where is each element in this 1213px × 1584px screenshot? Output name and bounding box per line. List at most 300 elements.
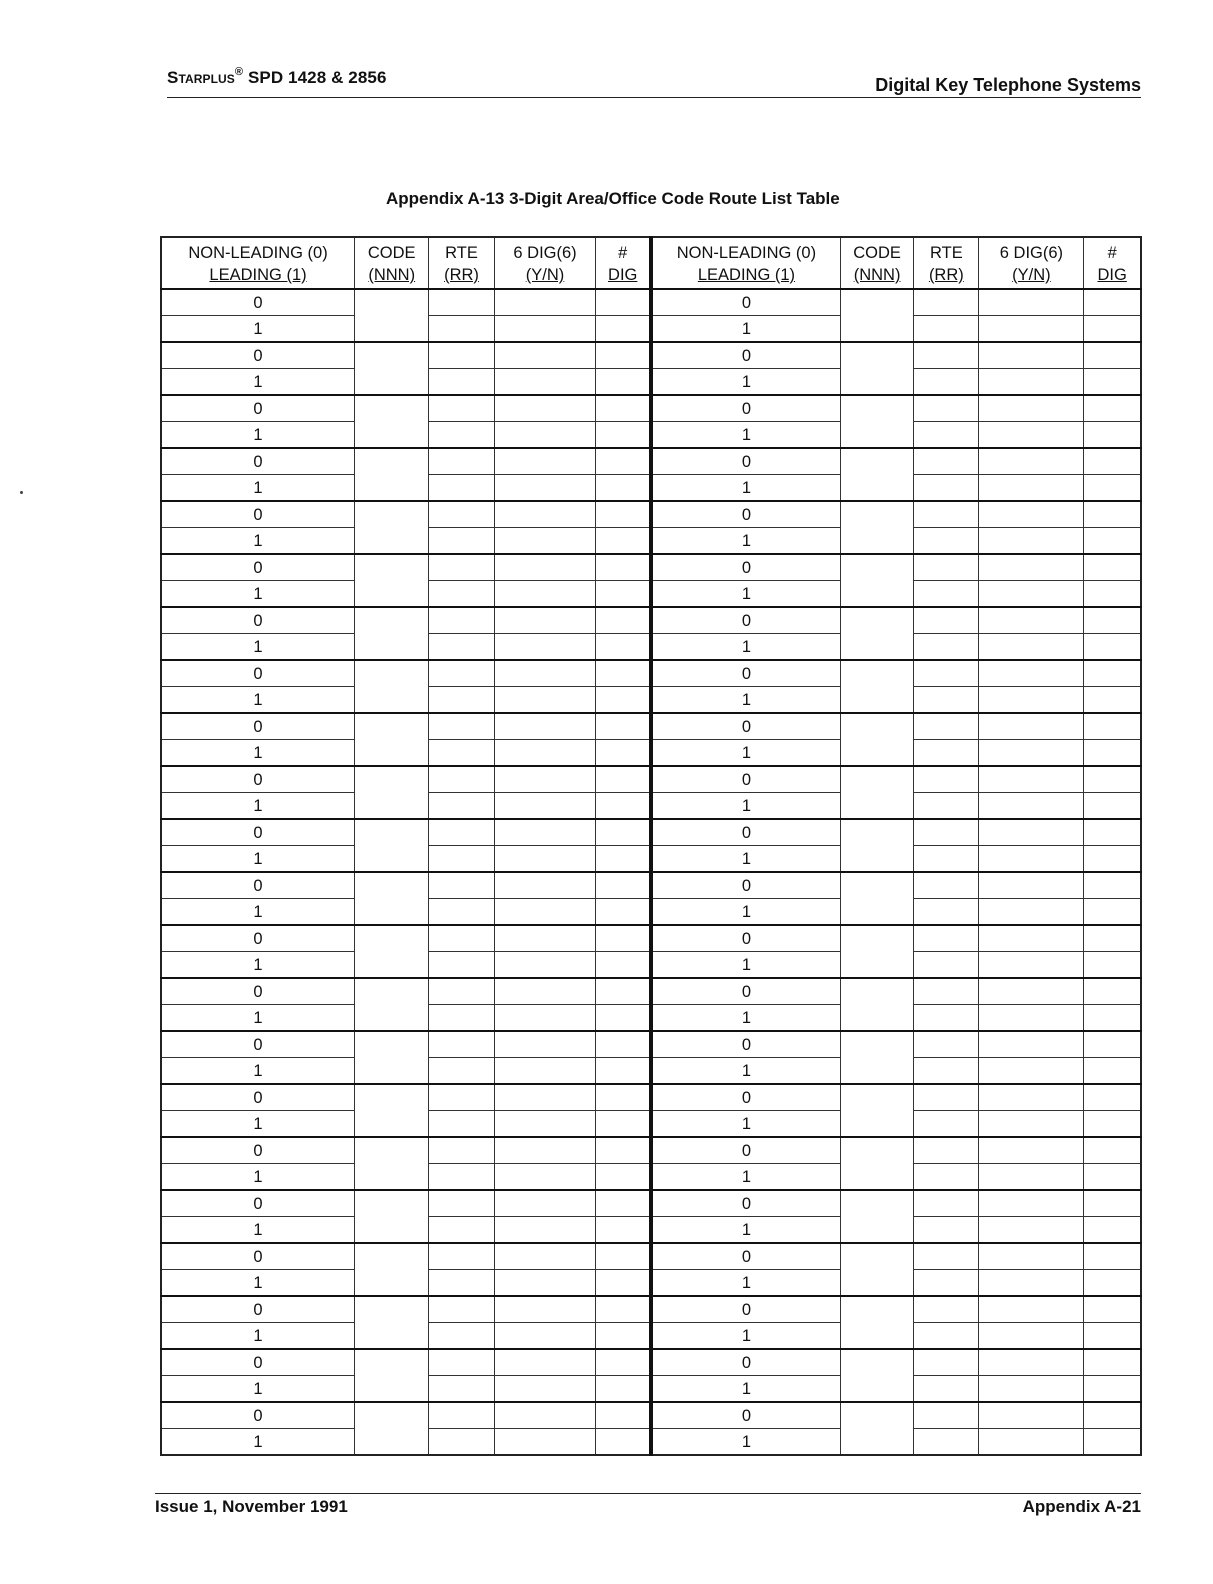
rte-entry-cell[interactable] xyxy=(914,607,979,634)
digit-count-entry-cell[interactable] xyxy=(596,846,651,873)
code-entry-cell[interactable] xyxy=(840,872,913,925)
six-digit-entry-cell[interactable] xyxy=(494,1323,596,1350)
six-digit-entry-cell[interactable] xyxy=(494,1349,596,1376)
digit-count-entry-cell[interactable] xyxy=(1084,528,1141,555)
digit-count-entry-cell[interactable] xyxy=(596,1190,651,1217)
digit-count-entry-cell[interactable] xyxy=(596,1429,651,1456)
code-entry-cell[interactable] xyxy=(840,1137,913,1190)
six-digit-entry-cell[interactable] xyxy=(494,448,596,475)
digit-count-entry-cell[interactable] xyxy=(596,1164,651,1191)
digit-count-entry-cell[interactable] xyxy=(596,1084,651,1111)
code-entry-cell[interactable] xyxy=(355,766,429,819)
six-digit-entry-cell[interactable] xyxy=(979,475,1084,502)
rte-entry-cell[interactable] xyxy=(429,1270,494,1297)
six-digit-entry-cell[interactable] xyxy=(979,713,1084,740)
six-digit-entry-cell[interactable] xyxy=(494,1058,596,1085)
code-entry-cell[interactable] xyxy=(355,1243,429,1296)
digit-count-entry-cell[interactable] xyxy=(596,713,651,740)
rte-entry-cell[interactable] xyxy=(914,1270,979,1297)
rte-entry-cell[interactable] xyxy=(429,1349,494,1376)
six-digit-entry-cell[interactable] xyxy=(494,899,596,926)
six-digit-entry-cell[interactable] xyxy=(979,1217,1084,1244)
digit-count-entry-cell[interactable] xyxy=(1084,1111,1141,1138)
code-entry-cell[interactable] xyxy=(840,925,913,978)
digit-count-entry-cell[interactable] xyxy=(596,793,651,820)
code-entry-cell[interactable] xyxy=(355,819,429,872)
code-entry-cell[interactable] xyxy=(355,342,429,395)
six-digit-entry-cell[interactable] xyxy=(979,687,1084,714)
six-digit-entry-cell[interactable] xyxy=(979,1111,1084,1138)
six-digit-entry-cell[interactable] xyxy=(979,1323,1084,1350)
digit-count-entry-cell[interactable] xyxy=(596,634,651,661)
rte-entry-cell[interactable] xyxy=(914,1402,979,1429)
rte-entry-cell[interactable] xyxy=(914,1323,979,1350)
six-digit-entry-cell[interactable] xyxy=(494,1137,596,1164)
digit-count-entry-cell[interactable] xyxy=(596,1031,651,1058)
rte-entry-cell[interactable] xyxy=(914,554,979,581)
six-digit-entry-cell[interactable] xyxy=(494,1084,596,1111)
code-entry-cell[interactable] xyxy=(840,1349,913,1402)
rte-entry-cell[interactable] xyxy=(914,1243,979,1270)
digit-count-entry-cell[interactable] xyxy=(1084,978,1141,1005)
digit-count-entry-cell[interactable] xyxy=(596,528,651,555)
code-entry-cell[interactable] xyxy=(355,607,429,660)
rte-entry-cell[interactable] xyxy=(429,1217,494,1244)
six-digit-entry-cell[interactable] xyxy=(979,846,1084,873)
code-entry-cell[interactable] xyxy=(355,1402,429,1455)
digit-count-entry-cell[interactable] xyxy=(596,289,651,316)
digit-count-entry-cell[interactable] xyxy=(596,1137,651,1164)
digit-count-entry-cell[interactable] xyxy=(1084,740,1141,767)
rte-entry-cell[interactable] xyxy=(429,369,494,396)
digit-count-entry-cell[interactable] xyxy=(1084,1005,1141,1032)
rte-entry-cell[interactable] xyxy=(429,660,494,687)
rte-entry-cell[interactable] xyxy=(429,1376,494,1403)
rte-entry-cell[interactable] xyxy=(429,634,494,661)
code-entry-cell[interactable] xyxy=(840,1084,913,1137)
rte-entry-cell[interactable] xyxy=(914,501,979,528)
digit-count-entry-cell[interactable] xyxy=(1084,1429,1141,1456)
rte-entry-cell[interactable] xyxy=(914,978,979,1005)
digit-count-entry-cell[interactable] xyxy=(596,1323,651,1350)
digit-count-entry-cell[interactable] xyxy=(596,1402,651,1429)
six-digit-entry-cell[interactable] xyxy=(494,660,596,687)
rte-entry-cell[interactable] xyxy=(914,475,979,502)
rte-entry-cell[interactable] xyxy=(429,581,494,608)
rte-entry-cell[interactable] xyxy=(429,1323,494,1350)
code-entry-cell[interactable] xyxy=(355,1137,429,1190)
rte-entry-cell[interactable] xyxy=(429,819,494,846)
six-digit-entry-cell[interactable] xyxy=(494,475,596,502)
digit-count-entry-cell[interactable] xyxy=(596,1349,651,1376)
rte-entry-cell[interactable] xyxy=(914,1217,979,1244)
digit-count-entry-cell[interactable] xyxy=(1084,342,1141,369)
six-digit-entry-cell[interactable] xyxy=(494,395,596,422)
digit-count-entry-cell[interactable] xyxy=(1084,1190,1141,1217)
digit-count-entry-cell[interactable] xyxy=(1084,1296,1141,1323)
six-digit-entry-cell[interactable] xyxy=(979,607,1084,634)
rte-entry-cell[interactable] xyxy=(429,687,494,714)
six-digit-entry-cell[interactable] xyxy=(979,1296,1084,1323)
rte-entry-cell[interactable] xyxy=(914,1111,979,1138)
six-digit-entry-cell[interactable] xyxy=(979,872,1084,899)
digit-count-entry-cell[interactable] xyxy=(1084,634,1141,661)
rte-entry-cell[interactable] xyxy=(429,978,494,1005)
digit-count-entry-cell[interactable] xyxy=(1084,1058,1141,1085)
rte-entry-cell[interactable] xyxy=(914,1376,979,1403)
rte-entry-cell[interactable] xyxy=(914,793,979,820)
rte-entry-cell[interactable] xyxy=(429,316,494,343)
digit-count-entry-cell[interactable] xyxy=(1084,581,1141,608)
six-digit-entry-cell[interactable] xyxy=(979,634,1084,661)
six-digit-entry-cell[interactable] xyxy=(979,1164,1084,1191)
rte-entry-cell[interactable] xyxy=(914,528,979,555)
digit-count-entry-cell[interactable] xyxy=(1084,819,1141,846)
six-digit-entry-cell[interactable] xyxy=(494,1376,596,1403)
digit-count-entry-cell[interactable] xyxy=(596,1243,651,1270)
digit-count-entry-cell[interactable] xyxy=(596,316,651,343)
six-digit-entry-cell[interactable] xyxy=(979,342,1084,369)
digit-count-entry-cell[interactable] xyxy=(1084,713,1141,740)
digit-count-entry-cell[interactable] xyxy=(1084,1376,1141,1403)
digit-count-entry-cell[interactable] xyxy=(1084,952,1141,979)
digit-count-entry-cell[interactable] xyxy=(596,952,651,979)
rte-entry-cell[interactable] xyxy=(429,1084,494,1111)
six-digit-entry-cell[interactable] xyxy=(494,1296,596,1323)
digit-count-entry-cell[interactable] xyxy=(1084,501,1141,528)
code-entry-cell[interactable] xyxy=(355,1296,429,1349)
rte-entry-cell[interactable] xyxy=(429,289,494,316)
rte-entry-cell[interactable] xyxy=(429,342,494,369)
code-entry-cell[interactable] xyxy=(355,289,429,342)
code-entry-cell[interactable] xyxy=(840,713,913,766)
six-digit-entry-cell[interactable] xyxy=(979,1031,1084,1058)
digit-count-entry-cell[interactable] xyxy=(1084,1323,1141,1350)
rte-entry-cell[interactable] xyxy=(914,289,979,316)
six-digit-entry-cell[interactable] xyxy=(494,978,596,1005)
six-digit-entry-cell[interactable] xyxy=(494,581,596,608)
digit-count-entry-cell[interactable] xyxy=(1084,475,1141,502)
rte-entry-cell[interactable] xyxy=(914,369,979,396)
rte-entry-cell[interactable] xyxy=(429,1402,494,1429)
code-entry-cell[interactable] xyxy=(355,501,429,554)
six-digit-entry-cell[interactable] xyxy=(979,1270,1084,1297)
six-digit-entry-cell[interactable] xyxy=(494,1005,596,1032)
rte-entry-cell[interactable] xyxy=(914,952,979,979)
six-digit-entry-cell[interactable] xyxy=(494,528,596,555)
rte-entry-cell[interactable] xyxy=(429,1137,494,1164)
six-digit-entry-cell[interactable] xyxy=(494,289,596,316)
digit-count-entry-cell[interactable] xyxy=(596,1270,651,1297)
six-digit-entry-cell[interactable] xyxy=(494,1031,596,1058)
six-digit-entry-cell[interactable] xyxy=(979,1243,1084,1270)
code-entry-cell[interactable] xyxy=(355,660,429,713)
six-digit-entry-cell[interactable] xyxy=(494,1217,596,1244)
six-digit-entry-cell[interactable] xyxy=(494,740,596,767)
rte-entry-cell[interactable] xyxy=(429,766,494,793)
digit-count-entry-cell[interactable] xyxy=(596,554,651,581)
digit-count-entry-cell[interactable] xyxy=(596,501,651,528)
code-entry-cell[interactable] xyxy=(840,395,913,448)
code-entry-cell[interactable] xyxy=(840,554,913,607)
six-digit-entry-cell[interactable] xyxy=(979,528,1084,555)
digit-count-entry-cell[interactable] xyxy=(1084,554,1141,581)
code-entry-cell[interactable] xyxy=(840,1190,913,1243)
digit-count-entry-cell[interactable] xyxy=(1084,793,1141,820)
six-digit-entry-cell[interactable] xyxy=(494,342,596,369)
digit-count-entry-cell[interactable] xyxy=(1084,1164,1141,1191)
six-digit-entry-cell[interactable] xyxy=(494,713,596,740)
digit-count-entry-cell[interactable] xyxy=(596,1376,651,1403)
rte-entry-cell[interactable] xyxy=(429,1243,494,1270)
code-entry-cell[interactable] xyxy=(840,501,913,554)
six-digit-entry-cell[interactable] xyxy=(979,819,1084,846)
rte-entry-cell[interactable] xyxy=(429,899,494,926)
code-entry-cell[interactable] xyxy=(355,1349,429,1402)
six-digit-entry-cell[interactable] xyxy=(494,422,596,449)
six-digit-entry-cell[interactable] xyxy=(979,793,1084,820)
six-digit-entry-cell[interactable] xyxy=(979,1084,1084,1111)
six-digit-entry-cell[interactable] xyxy=(494,1270,596,1297)
rte-entry-cell[interactable] xyxy=(914,740,979,767)
rte-entry-cell[interactable] xyxy=(914,448,979,475)
six-digit-entry-cell[interactable] xyxy=(979,1429,1084,1456)
digit-count-entry-cell[interactable] xyxy=(1084,395,1141,422)
code-entry-cell[interactable] xyxy=(840,289,913,342)
digit-count-entry-cell[interactable] xyxy=(596,1296,651,1323)
rte-entry-cell[interactable] xyxy=(914,395,979,422)
code-entry-cell[interactable] xyxy=(840,342,913,395)
digit-count-entry-cell[interactable] xyxy=(596,1217,651,1244)
rte-entry-cell[interactable] xyxy=(914,1137,979,1164)
six-digit-entry-cell[interactable] xyxy=(979,501,1084,528)
six-digit-entry-cell[interactable] xyxy=(494,952,596,979)
six-digit-entry-cell[interactable] xyxy=(979,978,1084,1005)
rte-entry-cell[interactable] xyxy=(914,925,979,952)
rte-entry-cell[interactable] xyxy=(429,713,494,740)
code-entry-cell[interactable] xyxy=(355,925,429,978)
six-digit-entry-cell[interactable] xyxy=(494,607,596,634)
digit-count-entry-cell[interactable] xyxy=(596,687,651,714)
six-digit-entry-cell[interactable] xyxy=(979,1349,1084,1376)
digit-count-entry-cell[interactable] xyxy=(1084,660,1141,687)
six-digit-entry-cell[interactable] xyxy=(494,1111,596,1138)
digit-count-entry-cell[interactable] xyxy=(1084,1243,1141,1270)
digit-count-entry-cell[interactable] xyxy=(596,369,651,396)
digit-count-entry-cell[interactable] xyxy=(1084,1031,1141,1058)
six-digit-entry-cell[interactable] xyxy=(494,554,596,581)
digit-count-entry-cell[interactable] xyxy=(1084,925,1141,952)
six-digit-entry-cell[interactable] xyxy=(494,793,596,820)
six-digit-entry-cell[interactable] xyxy=(494,687,596,714)
digit-count-entry-cell[interactable] xyxy=(1084,369,1141,396)
digit-count-entry-cell[interactable] xyxy=(1084,1137,1141,1164)
rte-entry-cell[interactable] xyxy=(914,1190,979,1217)
six-digit-entry-cell[interactable] xyxy=(979,448,1084,475)
rte-entry-cell[interactable] xyxy=(429,422,494,449)
rte-entry-cell[interactable] xyxy=(429,607,494,634)
code-entry-cell[interactable] xyxy=(840,978,913,1031)
rte-entry-cell[interactable] xyxy=(914,872,979,899)
six-digit-entry-cell[interactable] xyxy=(494,1243,596,1270)
rte-entry-cell[interactable] xyxy=(429,528,494,555)
digit-count-entry-cell[interactable] xyxy=(1084,1217,1141,1244)
code-entry-cell[interactable] xyxy=(840,819,913,872)
code-entry-cell[interactable] xyxy=(355,1084,429,1137)
rte-entry-cell[interactable] xyxy=(914,316,979,343)
rte-entry-cell[interactable] xyxy=(914,846,979,873)
six-digit-entry-cell[interactable] xyxy=(979,925,1084,952)
code-entry-cell[interactable] xyxy=(840,766,913,819)
digit-count-entry-cell[interactable] xyxy=(596,766,651,793)
six-digit-entry-cell[interactable] xyxy=(979,316,1084,343)
six-digit-entry-cell[interactable] xyxy=(494,1402,596,1429)
six-digit-entry-cell[interactable] xyxy=(494,1429,596,1456)
digit-count-entry-cell[interactable] xyxy=(1084,1402,1141,1429)
code-entry-cell[interactable] xyxy=(355,713,429,766)
six-digit-entry-cell[interactable] xyxy=(494,1190,596,1217)
rte-entry-cell[interactable] xyxy=(914,342,979,369)
digit-count-entry-cell[interactable] xyxy=(596,1058,651,1085)
rte-entry-cell[interactable] xyxy=(914,1031,979,1058)
digit-count-entry-cell[interactable] xyxy=(1084,1349,1141,1376)
rte-entry-cell[interactable] xyxy=(914,1429,979,1456)
digit-count-entry-cell[interactable] xyxy=(1084,289,1141,316)
digit-count-entry-cell[interactable] xyxy=(1084,316,1141,343)
code-entry-cell[interactable] xyxy=(355,1031,429,1084)
rte-entry-cell[interactable] xyxy=(429,1058,494,1085)
six-digit-entry-cell[interactable] xyxy=(979,899,1084,926)
digit-count-entry-cell[interactable] xyxy=(596,475,651,502)
six-digit-entry-cell[interactable] xyxy=(494,872,596,899)
digit-count-entry-cell[interactable] xyxy=(596,740,651,767)
rte-entry-cell[interactable] xyxy=(429,793,494,820)
rte-entry-cell[interactable] xyxy=(914,1058,979,1085)
digit-count-entry-cell[interactable] xyxy=(596,342,651,369)
rte-entry-cell[interactable] xyxy=(914,634,979,661)
digit-count-entry-cell[interactable] xyxy=(1084,766,1141,793)
rte-entry-cell[interactable] xyxy=(429,395,494,422)
rte-entry-cell[interactable] xyxy=(429,740,494,767)
rte-entry-cell[interactable] xyxy=(429,1429,494,1456)
digit-count-entry-cell[interactable] xyxy=(1084,422,1141,449)
rte-entry-cell[interactable] xyxy=(914,687,979,714)
rte-entry-cell[interactable] xyxy=(914,766,979,793)
six-digit-entry-cell[interactable] xyxy=(979,554,1084,581)
rte-entry-cell[interactable] xyxy=(429,1005,494,1032)
code-entry-cell[interactable] xyxy=(355,395,429,448)
rte-entry-cell[interactable] xyxy=(429,872,494,899)
six-digit-entry-cell[interactable] xyxy=(979,660,1084,687)
rte-entry-cell[interactable] xyxy=(429,925,494,952)
rte-entry-cell[interactable] xyxy=(429,1190,494,1217)
six-digit-entry-cell[interactable] xyxy=(494,1164,596,1191)
six-digit-entry-cell[interactable] xyxy=(494,501,596,528)
six-digit-entry-cell[interactable] xyxy=(979,289,1084,316)
digit-count-entry-cell[interactable] xyxy=(1084,1270,1141,1297)
six-digit-entry-cell[interactable] xyxy=(494,369,596,396)
six-digit-entry-cell[interactable] xyxy=(979,952,1084,979)
six-digit-entry-cell[interactable] xyxy=(494,316,596,343)
six-digit-entry-cell[interactable] xyxy=(979,766,1084,793)
code-entry-cell[interactable] xyxy=(840,448,913,501)
rte-entry-cell[interactable] xyxy=(429,846,494,873)
rte-entry-cell[interactable] xyxy=(429,475,494,502)
rte-entry-cell[interactable] xyxy=(429,501,494,528)
digit-count-entry-cell[interactable] xyxy=(1084,448,1141,475)
code-entry-cell[interactable] xyxy=(840,1296,913,1349)
code-entry-cell[interactable] xyxy=(840,607,913,660)
digit-count-entry-cell[interactable] xyxy=(596,819,651,846)
rte-entry-cell[interactable] xyxy=(429,1031,494,1058)
code-entry-cell[interactable] xyxy=(840,660,913,713)
rte-entry-cell[interactable] xyxy=(429,952,494,979)
digit-count-entry-cell[interactable] xyxy=(1084,872,1141,899)
digit-count-entry-cell[interactable] xyxy=(596,925,651,952)
rte-entry-cell[interactable] xyxy=(914,1084,979,1111)
six-digit-entry-cell[interactable] xyxy=(979,1137,1084,1164)
digit-count-entry-cell[interactable] xyxy=(596,581,651,608)
code-entry-cell[interactable] xyxy=(840,1402,913,1455)
digit-count-entry-cell[interactable] xyxy=(596,422,651,449)
six-digit-entry-cell[interactable] xyxy=(494,846,596,873)
rte-entry-cell[interactable] xyxy=(914,899,979,926)
digit-count-entry-cell[interactable] xyxy=(596,607,651,634)
code-entry-cell[interactable] xyxy=(355,872,429,925)
digit-count-entry-cell[interactable] xyxy=(596,395,651,422)
six-digit-entry-cell[interactable] xyxy=(979,1402,1084,1429)
digit-count-entry-cell[interactable] xyxy=(596,660,651,687)
six-digit-entry-cell[interactable] xyxy=(979,369,1084,396)
six-digit-entry-cell[interactable] xyxy=(494,819,596,846)
digit-count-entry-cell[interactable] xyxy=(596,448,651,475)
rte-entry-cell[interactable] xyxy=(429,554,494,581)
rte-entry-cell[interactable] xyxy=(914,1164,979,1191)
rte-entry-cell[interactable] xyxy=(914,422,979,449)
rte-entry-cell[interactable] xyxy=(429,1296,494,1323)
rte-entry-cell[interactable] xyxy=(914,819,979,846)
six-digit-entry-cell[interactable] xyxy=(494,925,596,952)
digit-count-entry-cell[interactable] xyxy=(596,872,651,899)
six-digit-entry-cell[interactable] xyxy=(494,634,596,661)
rte-entry-cell[interactable] xyxy=(914,660,979,687)
six-digit-entry-cell[interactable] xyxy=(979,1376,1084,1403)
digit-count-entry-cell[interactable] xyxy=(596,978,651,1005)
digit-count-entry-cell[interactable] xyxy=(596,1005,651,1032)
rte-entry-cell[interactable] xyxy=(429,1111,494,1138)
code-entry-cell[interactable] xyxy=(840,1243,913,1296)
rte-entry-cell[interactable] xyxy=(914,1349,979,1376)
code-entry-cell[interactable] xyxy=(355,1190,429,1243)
digit-count-entry-cell[interactable] xyxy=(1084,607,1141,634)
six-digit-entry-cell[interactable] xyxy=(979,395,1084,422)
digit-count-entry-cell[interactable] xyxy=(596,899,651,926)
rte-entry-cell[interactable] xyxy=(914,581,979,608)
six-digit-entry-cell[interactable] xyxy=(979,740,1084,767)
code-entry-cell[interactable] xyxy=(355,554,429,607)
digit-count-entry-cell[interactable] xyxy=(1084,687,1141,714)
code-entry-cell[interactable] xyxy=(355,448,429,501)
rte-entry-cell[interactable] xyxy=(914,713,979,740)
digit-count-entry-cell[interactable] xyxy=(596,1111,651,1138)
rte-entry-cell[interactable] xyxy=(914,1296,979,1323)
digit-count-entry-cell[interactable] xyxy=(1084,846,1141,873)
six-digit-entry-cell[interactable] xyxy=(979,1190,1084,1217)
rte-entry-cell[interactable] xyxy=(429,1164,494,1191)
six-digit-entry-cell[interactable] xyxy=(979,581,1084,608)
six-digit-entry-cell[interactable] xyxy=(979,1005,1084,1032)
six-digit-entry-cell[interactable] xyxy=(979,1058,1084,1085)
